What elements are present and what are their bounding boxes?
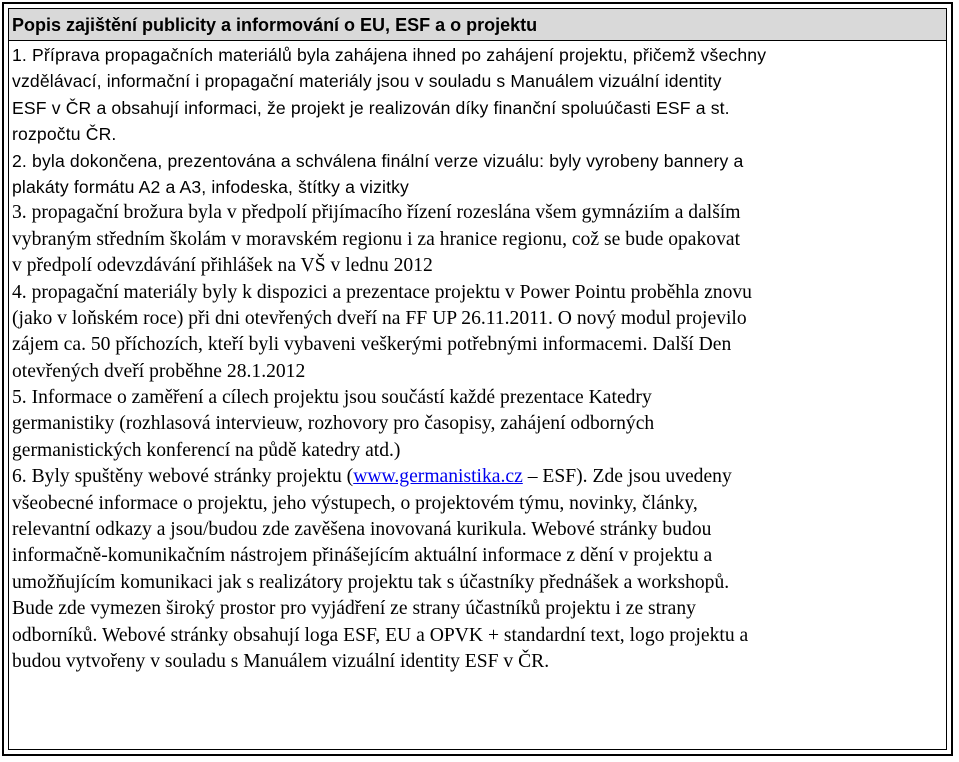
- text-line: 4. propagační materiály byly k dispozici a prezentace projektu v Power Pointu proběhla znovu: [12, 281, 752, 303]
- text-line: zájem ca. 50 příchozích, kteří byli vybaveni veškerými potřebnými informacemi. Další Den: [12, 334, 732, 356]
- section-heading: Popis zajištění publicity a informování o EU, ESF a o projektu: [9, 9, 946, 41]
- text-line: umožňujícím komunikaci jak s realizátory projektu tak s účastníky přednášek a workshopů.: [12, 571, 730, 593]
- text-line: Bude zde vymezen široký prostor pro vyjádření ze strany účastníků projektu i ze strany: [12, 598, 696, 620]
- text-line: rozpočtu ČR.: [12, 124, 117, 145]
- text-line: otevřených dveří proběhne 28.1.2012: [12, 360, 306, 382]
- text-line: germanistických konferencí na půdě katedry atd.): [12, 439, 401, 461]
- table-cell: [8, 8, 947, 750]
- text-line: plakáty formátu A2 a A3, infodeska, štítky a vizitky: [12, 176, 410, 197]
- text-line: vzdělávací, informační i propagační materiály jsou v souladu s Manuálem vizuální identity: [12, 71, 722, 92]
- text-line: 3. propagační brožura byla v předpolí přijímacího řízení rozeslána všem gymnáziím a dalším: [12, 202, 741, 224]
- text-line: v předpolí odevzdávání přihlášek na VŠ v lednu 2012: [12, 255, 433, 277]
- text-line: (jako v loňském roce) při dni otevřených dveří na FF UP 26.11.2011. O nový modul projevilo: [12, 307, 747, 329]
- text-line: germanistiky (rozhlasová intervieuw, rozhovory pro časopisy, zahájení odborných: [12, 413, 655, 435]
- item-6-text-after-link: – ESF). Zde jsou uvedeny: [522, 466, 732, 488]
- text-line: relevantní odkazy a jsou/budou zde zavěšena inovovaná kurikula. Webové stránky budou: [12, 519, 712, 541]
- text-line: budou vytvořeny v souladu s Manuálem vizuální identity ESF v ČR.: [12, 650, 550, 672]
- text-line: informačně-komunikačním nástrojem přinášejícím aktuální informace z dění v projektu a: [12, 545, 713, 567]
- text-line: všeobecné informace o projektu, jeho výstupech, o projektovém týmu, novinky, články,: [12, 492, 698, 514]
- item-6-text-before-link: 6. Byly spuštěny webové stránky projektu (: [12, 466, 354, 488]
- body-text: [12, 42, 942, 675]
- document-frame: [2, 2, 953, 756]
- germanistika-website-link[interactable]: www.germanistika.cz: [353, 466, 523, 488]
- text-line: vybraným středním školám v moravském regionu i za hranice regionu, což se bude opakovat: [12, 228, 741, 250]
- text-line: 1. Příprava propagačních materiálů byla zahájena ihned po zahájení projektu, přičemž všechny: [12, 45, 767, 65]
- text-line-item-6: [12, 464, 942, 490]
- text-line: ESF v ČR a obsahují informaci, že projekt je realizován díky finanční spoluúčasti ESF a st.: [12, 97, 730, 118]
- text-line: 2. byla dokončena, prezentována a schválena finální verze vizuálu: byly vyrobeny bannery a: [12, 150, 744, 171]
- text-line: odborníků. Webové stránky obsahují loga ESF, EU a OPVK + standardní text, logo projektu a: [12, 624, 749, 646]
- text-line: 5. Informace o zaměření a cílech projektu jsou součástí každé prezentace Katedry: [12, 387, 652, 409]
